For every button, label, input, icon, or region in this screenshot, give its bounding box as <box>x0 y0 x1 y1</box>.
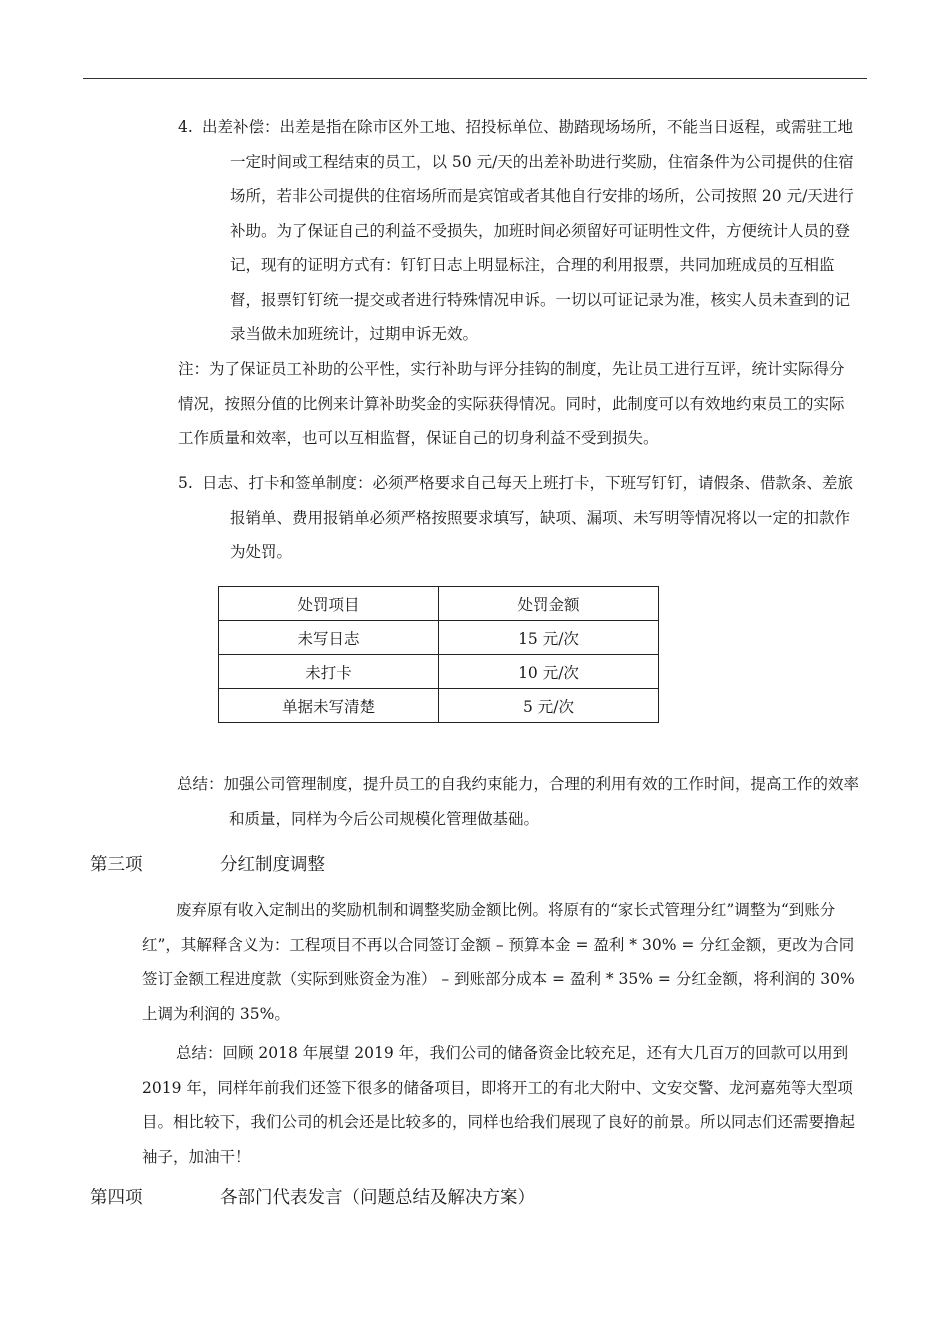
table-cell: 未打卡 <box>219 655 439 689</box>
table-header-cell: 处罚项目 <box>219 587 439 621</box>
item-5-text: 日志、打卡和签单制度：必须严格要求自己每天上班打卡，下班写钉钉，请假条、借款条、差旅报销单、费用报销单必须严格按照要求填写，缺项、漏项、未写明等情况将以一定的扣款作为处罚。 <box>202 474 854 561</box>
section-3-title: 分红制度调整 <box>220 855 325 875</box>
section-3-label: 第三项 <box>90 855 143 875</box>
item-4-number: 4. <box>178 118 193 136</box>
table-header-row <box>219 587 659 621</box>
item-5-number: 5. <box>178 474 193 492</box>
table-cell: 单据未写清楚 <box>219 689 439 723</box>
section-4-label: 第四项 <box>90 1188 143 1208</box>
table-cell: 5 元/次 <box>439 689 659 723</box>
item-4 <box>178 110 858 352</box>
header-rule <box>83 78 867 79</box>
summary-paragraph: 总结：加强公司管理制度，提升员工的自我约束能力，合理的利用有效的工作时间，提高工作的效率和质量，同样为今后公司规模化管理做基础。 <box>177 775 860 828</box>
item-4-text: 出差补偿：出差是指在除市区外工地、招投标单位、勘踏现场场所，不能当日返程，或需驻工地一定时间或工程结束的员工，以 50 元/天的出差补助进行奖励，住宿条件为公司提供的住宿场所，若非公司提供的住宿场所而是宾馆或者其他自行安排的场所，公司按照 20 元/天进行补助。为了保证自己的利益不受损失，加班时间必须留好可证明性文件，方便统计人员的登记，现有的证明方式有：钉钉日志上明显标注，合理的利用报票，共同加班成员的互相监督，报票钉钉统一提交或者进行特殊情况申诉。一切以可证记录为准，核实人员未查到的记录当做未加班统计，过期申诉无效。 <box>202 118 854 343</box>
table-header-cell: 处罚金额 <box>439 587 659 621</box>
table-row <box>219 621 659 655</box>
section-4-title: 各部门代表发言（问题总结及解决方案） <box>220 1188 535 1208</box>
item-5 <box>178 466 858 570</box>
penalty-table <box>218 586 659 723</box>
table-cell: 15 元/次 <box>439 621 659 655</box>
table-cell: 未写日志 <box>219 621 439 655</box>
section-3-summary: 总结：回顾 2018 年展望 2019 年，我们公司的储备资金比较充足，还有大几百万的回款可以用到 2019 年，同样年前我们还签下很多的储备项目，即将开工的有北大附中、文安交警、龙河嘉苑等大型项目。相比较下，我们公司的机会还是比较多的，同样也给我们展现了良好的前景。所以同志们还需要撸起袖子，加油干！ <box>142 1044 856 1166</box>
table-cell: 10 元/次 <box>439 655 659 689</box>
section-4-heading <box>90 1186 535 1210</box>
note-paragraph: 注：为了保证员工补助的公平性，实行补助与评分挂钩的制度，先让员工进行互评，统计实际得分情况，按照分值的比例来计算补助奖金的实际获得情况。同时，此制度可以有效地约束员工的实际工作质量和效率，也可以互相监督，保证自己的切身利益不受到损失。 <box>178 360 845 447</box>
section-3-heading <box>90 853 325 877</box>
table-row <box>219 655 659 689</box>
table-row <box>219 689 659 723</box>
section-3-paragraph: 废弃原有收入定制出的奖励机制和调整奖励金额比例。将原有的“家长式管理分红”调整为“到账分红”，其解释含义为：工程项目不再以合同签订金额 – 预算本金 = 盈利 * 30% = 分红金额，更改为合同签订金额工程进度款（实际到账资金为准） – 到账部分成本 = 盈利 * 35% = 分红金额，将利润的 30%上调为利润的 35%。 <box>142 901 855 1023</box>
